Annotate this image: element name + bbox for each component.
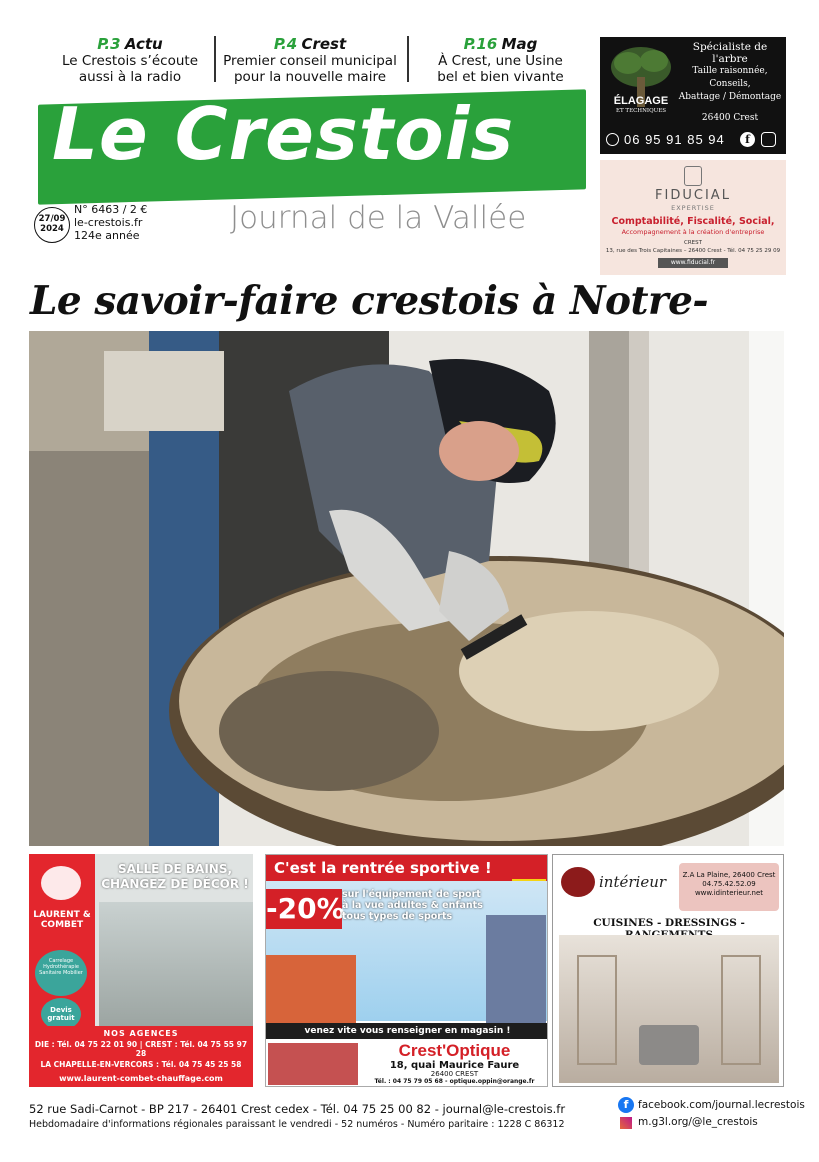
facebook-icon[interactable]: f <box>618 1097 634 1113</box>
teaser-section: Actu <box>124 35 163 53</box>
bathroom-photo <box>99 902 253 1032</box>
offer-line: tous types de sports <box>342 911 453 922</box>
agency-line: LA CHAPELLE-EN-VERCORS : Tél. 04 75 45 25 58 <box>40 1060 242 1069</box>
laurent-logo-icon <box>41 866 81 900</box>
optique-offer <box>342 889 512 922</box>
masthead-title[interactable]: Le Crestois <box>52 92 515 176</box>
date-day: 27/09 <box>38 214 66 224</box>
website: le-crestois.fr <box>74 216 143 229</box>
optique-address: 18, quai Maurice Faure <box>389 1060 520 1071</box>
lead-photo[interactable] <box>29 331 784 846</box>
optique-contact: Tél. : 04 75 79 05 68 - optique.oppin@orange.fr <box>374 1078 535 1085</box>
optique-shop: Crest'Optique <box>398 1041 511 1060</box>
phone-icon <box>606 133 619 146</box>
interieur-contact <box>679 863 779 911</box>
elagage-headline: Spécialiste de l'arbre <box>692 41 768 65</box>
interieur-services: CUISINES - DRESSINGS - <box>593 917 745 929</box>
masthead-subtitle: Journal de la Vallée <box>230 200 527 236</box>
fiducial-logo-icon <box>684 166 702 186</box>
ad-elagage[interactable] <box>600 37 786 154</box>
year: 124e année <box>74 229 140 242</box>
interieur-address: Z.A La Plaine, 26400 Crest <box>682 871 776 879</box>
laurent-headline: SALLE DE BAINS, CHANGEZ DE DÉCOR ! <box>101 862 249 891</box>
optique-headline: C'est la rentrée sportive ! <box>266 855 548 881</box>
divider <box>407 36 409 82</box>
elagage-line: Taille raisonnée, <box>692 66 768 76</box>
optique-cta: venez vite vous renseigner en magasin ! <box>266 1023 548 1039</box>
laurent-brand: LAURENT & COMBET <box>33 910 91 930</box>
elagage-brand-sub: ET TECHNIQUES <box>615 108 667 114</box>
teaser-page: P.4 <box>273 35 298 53</box>
ad-laurent-combet[interactable] <box>29 854 253 1087</box>
discount: -20% <box>266 889 342 929</box>
agencies-title: NOS AGENCES <box>103 1029 179 1038</box>
footer <box>29 1103 565 1131</box>
teaser-line: aussi à la radio <box>78 69 182 85</box>
teaser-crest[interactable] <box>220 36 400 85</box>
teaser-actu[interactable] <box>50 36 210 85</box>
teaser-page: P.3 <box>97 35 121 53</box>
elagage-brand: ÉLAGAGE <box>613 95 669 107</box>
social-links <box>618 1097 805 1131</box>
issue-number: N° 6463 / 2 € <box>74 203 148 216</box>
headline[interactable]: Le savoir-faire crestois à Notre- <box>30 278 709 324</box>
elagage-city: 26400 Crest <box>701 113 759 123</box>
fiducial-url[interactable]: www.fiducial.fr <box>658 258 728 268</box>
date-year: 2024 <box>40 224 64 234</box>
facebook-link[interactable]: facebook.com/journal.lecrestois <box>638 1099 805 1111</box>
footer-address: 52 rue Sadi-Carnot - BP 217 - 26401 Crest cedex - Tél. 04 75 25 00 82 - journal@le-crestois.fr <box>29 1102 566 1116</box>
social-link[interactable]: m.g3l.org/@le_crestois <box>638 1116 758 1128</box>
fiducial-brand: FIDUCIAL <box>655 188 731 203</box>
offer-line: sur l'équipement de sport <box>342 889 481 900</box>
teaser-line: À Crest, une Usine <box>438 53 563 69</box>
offer-line: à la vue adultes & enfants <box>342 900 483 911</box>
elagage-line: Conseils, <box>709 79 751 89</box>
elagage-phone: 06 95 91 85 94 <box>624 132 725 147</box>
teaser-line: bel et bien vivante <box>437 69 564 85</box>
facebook-icon[interactable]: f <box>740 132 755 147</box>
date-badge <box>34 207 70 243</box>
fiducial-sub: EXPERTISE <box>671 204 715 212</box>
fiducial-address: 13, rue des Trois Capitaines – 26400 Crest - Tél. 04 75 25 29 09 <box>605 248 781 254</box>
closet <box>577 955 617 1065</box>
teaser-page: P.16 <box>463 35 498 53</box>
laurent-agencies <box>29 1026 253 1087</box>
teaser-mag[interactable] <box>418 36 583 85</box>
teaser-line: Le Crestois s’écoute <box>62 53 198 69</box>
laurent-url[interactable]: www.laurent-combet-chauffage.com <box>59 1074 223 1083</box>
laurent-badge: Carrelage Hydrothérapie Sanitaire Mobilier <box>35 950 87 996</box>
optique-city: 26400 CREST <box>430 1070 479 1078</box>
teaser-section: Mag <box>501 35 538 53</box>
interieur-url[interactable]: www.idinterieur.net <box>694 889 764 897</box>
elagage-line: Abattage / Démontage <box>678 92 782 102</box>
teaser-section: Crest <box>301 35 347 53</box>
teaser-line: pour la nouvelle maire <box>233 69 387 85</box>
ad-fiducial[interactable] <box>600 160 786 275</box>
closet <box>721 955 761 1065</box>
dressing-photo <box>559 935 779 1083</box>
mastodon-icon[interactable] <box>620 1117 632 1129</box>
interieur-phone: 04.75.42.52.09 <box>702 880 756 888</box>
welder-photo <box>29 331 784 846</box>
divider <box>214 36 216 82</box>
cyclist <box>486 915 546 1025</box>
ad-crest-optique[interactable] <box>265 854 548 1087</box>
instagram-icon[interactable] <box>761 132 776 147</box>
tennis-court <box>266 955 356 1025</box>
fiducial-tagline: Accompagnement à la création d'entreprise <box>621 228 765 236</box>
shop-photo <box>268 1043 358 1085</box>
agency-line: DIE : Tél. 04 75 22 01 90 | CREST : Tél. 04 75 55 97 28 <box>34 1040 248 1058</box>
fiducial-city: CREST <box>684 240 702 246</box>
footer-publication: Hebdomadaire d'informations régionales paraissant le vendredi - 52 numéros - Numéro paritaire : 1228 C 86312 <box>29 1119 565 1130</box>
ottoman <box>639 1025 699 1065</box>
laurent-badge: Devis gratuit <box>41 998 81 1030</box>
interieur-logo-icon <box>561 867 595 897</box>
interieur-brand: intérieur <box>599 873 667 891</box>
teaser-line: Premier conseil municipal <box>223 53 397 69</box>
issue-info <box>74 203 147 242</box>
elagage-services <box>676 65 784 104</box>
ad-id-interieur[interactable] <box>552 854 784 1087</box>
fiducial-services: Comptabilité, Fiscalité, Social, <box>611 216 775 227</box>
